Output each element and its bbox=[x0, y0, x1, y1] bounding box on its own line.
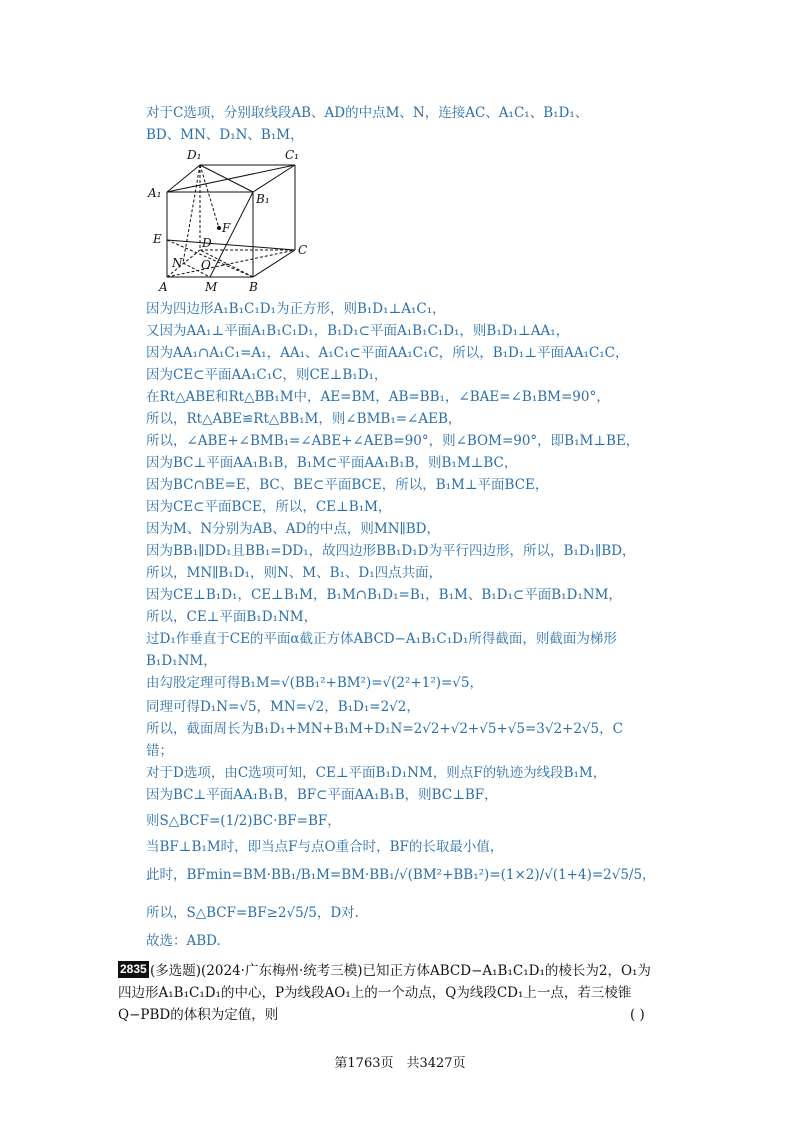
label-E: E bbox=[153, 232, 162, 246]
label-A1: A₁ bbox=[148, 186, 162, 200]
solution-line: 对于C选项，分别取线段AB、AD的中点M、N，连接AC、A₁C₁、B₁D₁、 bbox=[146, 105, 589, 121]
solution-line: 所以，CE⊥平面B₁D₁NM， bbox=[146, 609, 318, 625]
page-footer: 第1763页 共3427页 bbox=[334, 1056, 466, 1071]
seg-B1M bbox=[210, 192, 253, 277]
solution-line: 同理可得D₁N=√5，MN=√2，B₁D₁=2√2， bbox=[146, 699, 420, 715]
solution-line: 所以，S△BCF=BF≥2√5/5，D对. bbox=[146, 905, 359, 921]
solution-line: 此时，BFmin=BM·BB₁/B₁M=BM·BB₁/√(BM²+BB₁²)=(1×2)/√(1+4)=2√5/5， bbox=[146, 867, 656, 883]
point-F bbox=[217, 226, 221, 230]
diag-A1C1 bbox=[167, 165, 295, 192]
label-D1: D₁ bbox=[187, 148, 202, 162]
label-B1: B₁ bbox=[256, 192, 270, 206]
solution-line: 所以，∠ABE+∠BMB₁=∠ABE+∠AEB=90°，则∠BOM=90°，即B₁M⊥BE， bbox=[146, 433, 640, 449]
label-F: F bbox=[222, 221, 231, 235]
solution-line: 则S△BCF=(1/2)BC·BF=BF， bbox=[146, 813, 341, 829]
cube-figure bbox=[145, 145, 325, 295]
solution-line: 又因为AA₁⊥平面A₁B₁C₁D₁，B₁D₁⊂平面A₁B₁C₁D₁，则B₁D₁⊥AA₁， bbox=[146, 323, 570, 339]
diag-B1D1 bbox=[200, 165, 253, 192]
label-A: A bbox=[159, 280, 168, 294]
label-B: B bbox=[249, 280, 258, 294]
label-M: M bbox=[205, 280, 218, 294]
solution-line: 对于D选项，由C选项可知，CE⊥平面B₁D₁NM，则点F的轨迹为线段B₁M， bbox=[146, 765, 607, 781]
solution-line: 因为BC∩BE=E，BC、BE⊂平面BCE，所以，B₁M⊥平面BCE， bbox=[146, 477, 549, 493]
label-N: N bbox=[172, 256, 183, 270]
solution-line: 因为四边形A₁B₁C₁D₁为正方形，则B₁D₁⊥A₁C₁， bbox=[146, 301, 446, 317]
edge-A1D1 bbox=[167, 165, 200, 192]
label-O: O bbox=[201, 258, 211, 272]
solution-line: BD、MN、D₁N、B₁M， bbox=[146, 127, 304, 143]
solution-line: 由勾股定理可得B₁M=√(BB₁²+BM²)=√(2²+1²)=√5， bbox=[146, 675, 483, 691]
question-line-1: (多选题)(2024·广东梅州·统考三模)已知正方体ABCD−A₁B₁C₁D₁的棱长为2，O₁为 bbox=[150, 963, 651, 979]
seg-D1F bbox=[200, 165, 219, 228]
solution-line: 当BF⊥B₁M时，即当点F与点O重合时，BF的长取最小值， bbox=[146, 839, 504, 855]
solution-line: 因为CE⊂平面AA₁C₁C，则CE⊥B₁D₁， bbox=[146, 367, 388, 383]
solution-line: 过D₁作垂直于CE的平面α截正方体ABCD−A₁B₁C₁D₁所得截面，则截面为梯形 bbox=[146, 631, 617, 647]
label-C1: C₁ bbox=[285, 148, 299, 162]
label-D: D bbox=[202, 236, 212, 250]
solution-line: 因为BC⊥平面AA₁B₁B，B₁M⊂平面AA₁B₁B，则B₁M⊥BC， bbox=[146, 455, 518, 471]
solution-line: 所以，MN∥B₁D₁，则N、M、B₁、D₁四点共面， bbox=[146, 565, 443, 581]
solution-line: 因为CE⊂平面BCE，所以，CE⊥B₁M， bbox=[146, 499, 392, 515]
solution-line: 故选：ABD. bbox=[146, 933, 221, 949]
question-number-badge: 2835 bbox=[120, 962, 147, 976]
solution-line: 所以，截面周长为B₁D₁+MN+B₁M+D₁N=2√2+√2+√5+√5=3√2+2√5，C bbox=[146, 721, 623, 737]
solution-line: B₁D₁NM， bbox=[146, 653, 217, 669]
solution-line: 因为M、N分别为AB、AD的中点，则MN∥BD， bbox=[146, 521, 440, 537]
solution-line: 因为BC⊥平面AA₁B₁B，BF⊂平面AA₁B₁B，则BC⊥BF， bbox=[146, 787, 498, 803]
edge-BC bbox=[253, 250, 295, 277]
solution-line: 因为CE⊥B₁D₁，CE⊥B₁M，B₁M∩B₁D₁=B₁，B₁M、B₁D₁⊂平面B₁D₁NM， bbox=[146, 587, 622, 603]
solution-line: 在Rt△ABE和Rt△BB₁M中，AE=BM，AB=BB₁，∠BAE=∠B₁BM=90°， bbox=[146, 389, 610, 405]
question-line-3: Q−PBD的体积为定值，则 bbox=[118, 1007, 279, 1023]
answer-blank: ( ) bbox=[630, 1007, 645, 1023]
label-C: C bbox=[298, 243, 308, 257]
diag-AC bbox=[167, 250, 295, 277]
solution-line: 因为BB₁∥DD₁且BB₁=DD₁，故四边形BB₁D₁D为平行四边形，所以，B₁D₁∥BD， bbox=[146, 543, 636, 559]
question-line-2: 四边形A₁B₁C₁D₁的中心，P为线段AO₁上的一个动点，Q为线段CD₁上一点，若三棱锥 bbox=[118, 985, 632, 1001]
solution-line: 错； bbox=[146, 743, 173, 759]
solution-line: 所以，Rt△ABE≌Rt△BB₁M，则∠BMB₁=∠AEB， bbox=[146, 411, 462, 427]
solution-line: 因为AA₁∩A₁C₁=A₁，AA₁、A₁C₁⊂平面AA₁C₁C，所以，B₁D₁⊥平面AA₁C₁C， bbox=[146, 345, 629, 361]
